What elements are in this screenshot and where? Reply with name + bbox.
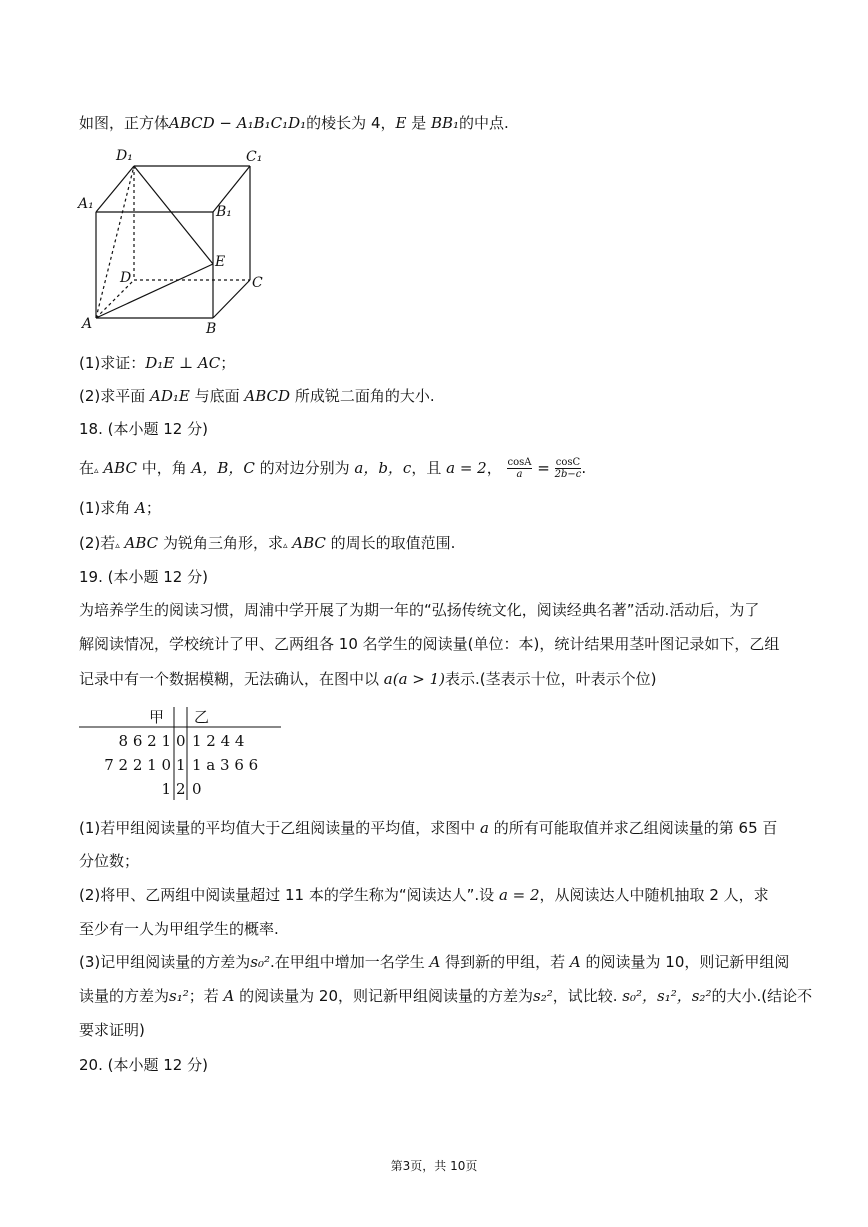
q18-s-f: ， [486,459,502,477]
row1-stem: 1 [176,756,186,774]
page-footer: 第3页，共 10页 [390,1159,478,1173]
q19-p1-c: 的所有可能取值并求乙组阅读量的第 65 百 [488,819,778,837]
label-a1: A₁ [78,196,94,212]
q19-p3-b: .在甲组中增加一名学生 [269,953,430,971]
edge-bc [213,280,250,318]
q19-part1-line2: 分位数； [79,852,140,870]
q18-header: 18. (本小题 12 分) [79,420,208,438]
q17-p1-prefix: (1)求证： [79,354,146,372]
q18-p2-d: ABC [287,534,326,552]
row0-left-leaves: 8 6 2 1 [118,732,171,750]
intro-text-4: 的中点. [459,114,509,132]
header-jia: 甲 [149,708,165,726]
q18-angles: A，B，C [191,459,255,477]
q19-p3-g: 的阅读量为 20，则记新甲组阅读量的方差为 [234,987,533,1005]
row1-right-leaves: 1 a 3 6 6 [192,756,259,774]
q18-p1-a: (1)求角 [79,499,136,517]
q19-p1-var: a [480,819,489,837]
q18-p2-a: (2)若 [79,534,116,552]
intro-text-2: 的棱长为 4， [306,114,396,132]
q19-p1-a: (1)若甲组阅读量的平均值大于乙组阅读量的平均值，求图中 [79,819,481,837]
row0-stem: 0 [176,732,186,750]
header-yi: 乙 [194,708,210,726]
label-a: A [82,316,93,332]
q19-l3-c: 表示.(茎表示十位，叶表示个位) [445,670,657,688]
q19-p2-math: a = 2 [498,886,540,904]
q17-p2-c: 与底面 [189,387,245,405]
frac1-numerator: cosA [507,457,532,468]
edge-bb1: BB₁ [430,114,460,132]
q19-line1: 为培养学生的阅读习惯，周浦中学开展了为期一年的“弘扬传统文化，阅读经典名著”活动.活动后，为了 [79,601,760,619]
label-c1: C₁ [246,149,263,165]
q18-a-value: a = 2 [446,459,487,477]
q17-p2-base: ABCD [244,387,291,405]
q19-line2: 解阅读情况，学校统计了甲、乙两组各 10 名学生的阅读量(单位：本)，统计结果用茎叶图记录如下，乙组 [79,635,780,653]
q18-s-e: ，且 [411,459,447,477]
q19-p3-i: 的大小.(结论不 [711,987,813,1005]
q19-p3-e: 读量的方差为 [79,987,170,1005]
q18-s-d: 的对边分别为 [254,459,355,477]
label-d: D [120,270,132,286]
q18-p2-c: 为锐角三角形，求 [158,534,283,552]
q19-p2-c: ，从阅读达人中随机抽取 2 人，求 [539,886,769,904]
frac1-denominator: a [516,469,523,480]
q18-p2-e: 的周长的取值范围. [325,534,456,552]
q20-header: 20. (本小题 12 分) [79,1056,208,1074]
q19-header: 19. (本小题 12 分) [79,568,208,586]
triangle-symbol: ▵ [282,541,288,551]
row2-right-leaves: 0 [192,780,202,798]
q19-p3-a: (3)记甲组阅读量的方差为 [79,953,251,971]
q19-p2-a: (2)将甲、乙两组中阅读量超过 11 本的学生称为“阅读达人”.设 [79,886,499,904]
intro-text-3: 是 [406,114,431,132]
row2-left-leaves: 1 [161,780,171,798]
q18-p1-angle: A [135,499,146,517]
cube-figure [76,142,276,337]
q18-p1-c: ； [145,499,161,517]
segment-d1e [134,166,213,264]
frac2-numerator: cosC [555,457,581,468]
q18-part2 [79,533,455,556]
label-c: C [252,275,263,291]
q19-part3-line3: 要求证明) [79,1021,145,1039]
q18-s-a: 在 [79,459,95,477]
point-e: E [395,114,407,132]
frac2-denominator: 2b−c [554,469,582,480]
q17-p2-plane: AD₁E [150,387,190,405]
triangle-symbol: ▵ [94,466,99,476]
q19-l3-a: 记录中有一个数据模糊，无法确认，在图中以 [79,670,384,688]
triangle-symbol: ▵ [115,541,120,551]
q18-sides: a，b，c [354,459,412,477]
q18-s-c: 中，角 [136,459,192,477]
label-b1: B₁ [216,204,232,220]
variance-s2: s₂² [533,987,553,1005]
cube-name: ABCD − A₁B₁C₁D₁ [169,114,307,132]
q18-triangle-name: ABC [98,459,137,477]
q19-part3-line2 [79,986,812,1006]
q18-part1 [79,498,161,518]
row0-right-leaves: 1 2 4 4 [192,732,245,750]
q19-l3-math: a(a > 1) [383,670,446,688]
variance-s0: s₀² [250,953,270,971]
label-b: B [206,321,217,337]
q19-part2-line1 [79,885,769,905]
q17-p2-e: 所成锐二面角的大小. [290,387,435,405]
segment-ae [96,264,213,318]
variance-s1: s₁² [169,987,189,1005]
student-a: A [429,953,441,971]
student-a: A [223,987,235,1005]
q18-statement [79,457,586,481]
q19-p3-d: 的阅读量为 10，则记新甲组阅 [580,953,790,971]
q17-p2-a: (2)求平面 [79,387,151,405]
q19-p3-h: ，试比较. [552,987,623,1005]
q17-part1 [79,353,235,373]
label-d1: D₁ [116,148,133,164]
row1-left-leaves: 7 2 2 1 0 [104,756,171,774]
q17-part2 [79,386,435,406]
q17-p1-suffix: ； [220,354,236,372]
stem-leaf-plot [79,704,289,804]
q19-part1-line1 [79,818,777,838]
variance-list: s₀²，s₁²，s₂² [622,987,712,1005]
q18-period: . [581,459,587,477]
q17-p1-math: D₁E ⊥ AC [145,354,221,372]
q19-p3-f: ；若 [188,987,224,1005]
label-e: E [215,254,226,270]
intro-text: 如图，正方体 [79,114,170,132]
q19-part2-line2: 至少有一人为甲组学生的概率. [79,920,279,938]
row2-stem: 2 [176,780,186,798]
q19-part3-line1 [79,952,789,972]
equals-sign: = [532,459,555,477]
fraction-cosc-over-2b-c [555,457,582,480]
q19-line3 [79,669,657,689]
q18-p2-b: ABC [119,534,159,552]
student-a: A [569,953,581,971]
fraction-cosa-over-a [507,457,533,480]
q17-intro [79,113,509,133]
q19-p3-c: 得到新的甲组，若 [440,953,570,971]
